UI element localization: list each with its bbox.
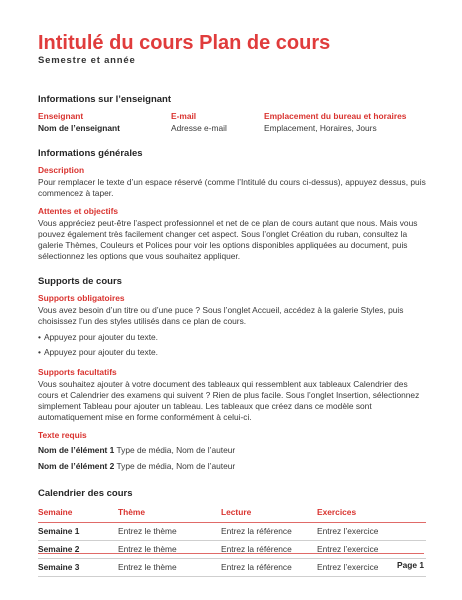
week-cell[interactable]: Semaine 1: [38, 523, 118, 541]
optional-block: [38, 367, 426, 423]
reading-cell[interactable]: Entrez la référence: [221, 559, 317, 577]
required-block: [38, 293, 426, 360]
week-cell[interactable]: Semaine 2: [38, 541, 118, 559]
reading-cell[interactable]: Entrez la référence: [221, 541, 317, 559]
email-value[interactable]: Adresse e-mail: [171, 123, 227, 133]
page-title[interactable]: Intitulé du cours Plan de cours: [38, 32, 331, 54]
office-value[interactable]: Emplacement, Horaires, Jours: [264, 123, 377, 133]
instructor-section: [38, 94, 426, 134]
materials-section: [38, 276, 426, 474]
email-header[interactable]: E-mail: [171, 111, 197, 121]
optional-text[interactable]: Vous souhaitez ajouter à votre document des tableaux qui ressemblent aux tableaux Calendrier des cours et Calendrier des examens qui suivent ? Rien de plus facile. Sous l’onglet Insertion, sélectionnez simplement Tableau pour ajouter un tableau. Les tableaux que créez dans ce modèle sont automatiquement mise en forme conformément à celui-ci.: [38, 379, 420, 422]
list-item[interactable]: [38, 345, 426, 360]
goals-heading[interactable]: Attentes et objectifs: [38, 206, 119, 216]
required-heading[interactable]: Supports obligatoires: [38, 293, 125, 303]
office-column: [264, 111, 426, 134]
column-header-reading[interactable]: Lecture: [221, 505, 317, 523]
text-item-label: Nom de l’élément 1: [38, 445, 115, 455]
page-subtitle[interactable]: Semestre et année: [38, 55, 136, 66]
instructor-heading[interactable]: Informations sur l’enseignant: [38, 94, 172, 105]
column-header-exercises[interactable]: Exercices: [317, 505, 426, 523]
text-item-label: Nom de l’élément 2: [38, 461, 115, 471]
bullet-icon: •: [38, 347, 41, 357]
text-item-value: Type de média, Nom de l’auteur: [116, 461, 236, 471]
bullet-text: Appuyez pour ajouter du texte.: [43, 347, 159, 357]
footer-divider: [38, 553, 424, 554]
exercise-cell[interactable]: Entrez l’exercice: [317, 559, 426, 577]
table-row: [38, 523, 426, 541]
exercise-cell[interactable]: Entrez l’exercice: [317, 523, 426, 541]
general-section: [38, 148, 426, 262]
description-block: [38, 165, 426, 199]
required-text[interactable]: Vous avez besoin d’un titre ou d’une puce ? Sous l’onglet Accueil, accédez à la galerie Styles, puis choisissez l’un des styles utilisés dans ce plan de cours.: [38, 305, 404, 326]
teacher-header[interactable]: Enseignant: [38, 111, 84, 121]
optional-heading[interactable]: Supports facultatifs: [38, 367, 117, 377]
texts-heading[interactable]: Texte requis: [38, 430, 87, 440]
calendar-table: [38, 505, 426, 577]
topic-cell[interactable]: Entrez le thème: [118, 559, 221, 577]
teacher-column: [38, 111, 171, 134]
week-cell[interactable]: Semaine 3: [38, 559, 118, 577]
office-header[interactable]: Emplacement du bureau et horaires: [264, 111, 407, 121]
teacher-value[interactable]: Nom de l’enseignant: [38, 123, 120, 133]
instructor-table: [38, 111, 426, 134]
bullet-list: [38, 330, 426, 360]
column-header-topic[interactable]: Thème: [118, 505, 221, 523]
required-texts-block: [38, 430, 426, 474]
bullet-text: Appuyez pour ajouter du texte.: [43, 332, 159, 342]
topic-cell[interactable]: Entrez le thème: [118, 523, 221, 541]
table-header-row: [38, 505, 426, 523]
materials-heading[interactable]: Supports de cours: [38, 276, 122, 287]
table-row: [38, 559, 426, 577]
general-heading[interactable]: Informations générales: [38, 148, 143, 159]
topic-cell[interactable]: Entrez le thème: [118, 541, 221, 559]
calendar-heading[interactable]: Calendrier des cours: [38, 488, 133, 499]
email-column: [171, 111, 264, 134]
text-item-2[interactable]: [38, 458, 426, 474]
exercise-cell[interactable]: Entrez l’exercice: [317, 541, 426, 559]
goals-text[interactable]: Vous appréciez peut-être l’aspect professionnel et net de ce plan de cours autant que nous. Mais vous pouvez également très facilement changer cet aspect. Sous l’onglet Création du ruban, consultez la galerie Thèmes, Couleurs et Polices pour voir les options disponibles appliquées au document, puis sélectionnez les options que vous souhaitez appliquer.: [38, 218, 418, 261]
description-text[interactable]: Pour remplacer le texte d’un espace réservé (comme l’Intitulé du cours ci-dessus), appuyez dessus, puis commencez à taper.: [38, 177, 426, 198]
table-row: [38, 541, 426, 559]
bullet-icon: •: [38, 332, 41, 342]
document-body: [38, 94, 426, 577]
reading-cell[interactable]: Entrez la référence: [221, 523, 317, 541]
calendar-section: [38, 488, 426, 577]
description-heading[interactable]: Description: [38, 165, 85, 175]
list-item[interactable]: [38, 330, 426, 345]
text-item-1[interactable]: [38, 442, 426, 458]
page-number: Page 1: [396, 560, 424, 570]
text-item-value: Type de média, Nom de l’auteur: [116, 445, 236, 455]
column-header-week[interactable]: Semaine: [38, 505, 118, 523]
goals-block: [38, 206, 426, 262]
